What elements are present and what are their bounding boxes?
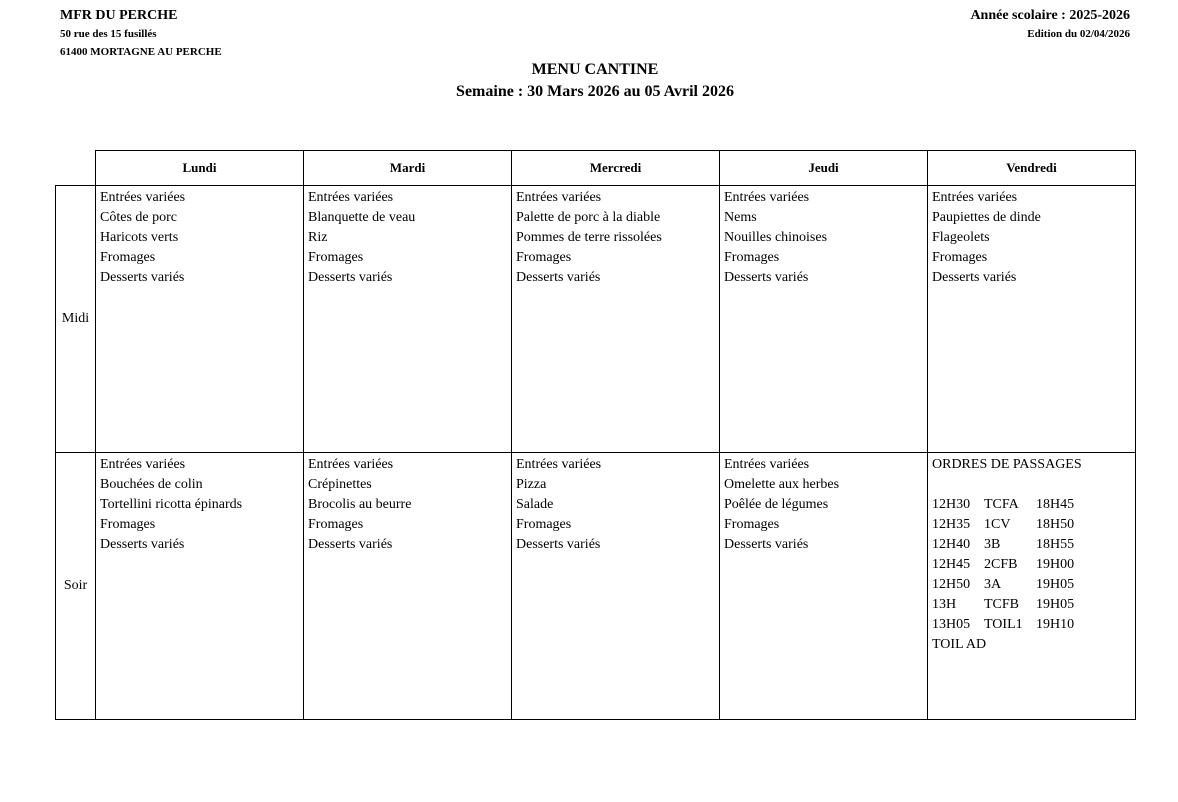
dish: Entrées variées: [100, 457, 186, 472]
day-header-mardi: Mardi: [304, 151, 512, 186]
dish: Desserts variés: [516, 537, 601, 552]
dish: Salade: [516, 497, 554, 512]
menu-cell-midi-mercredi: [512, 186, 720, 453]
menu-cell-soir-jeudi: [720, 453, 928, 720]
passage-order-cell: [928, 453, 1136, 720]
dish: Desserts variés: [100, 537, 185, 552]
passage-entry: [932, 635, 1131, 655]
passages-title: ORDRES DE PASSAGES: [932, 457, 1082, 472]
dish: Fromages: [724, 517, 780, 532]
passage-time-end: 19H00: [1036, 557, 1075, 572]
day-header-lundi: Lundi: [96, 151, 304, 186]
menu-cell-midi-mardi: [304, 186, 512, 453]
passage-time-end: 19H05: [1036, 597, 1075, 612]
menu-cell-soir-mercredi: [512, 453, 720, 720]
passage-entry: [932, 595, 1131, 615]
address-line-2: 61400 MORTAGNE AU PERCHE: [60, 46, 222, 58]
dish: Entrées variées: [100, 190, 186, 205]
dish: Desserts variés: [308, 270, 393, 285]
menu-cell-soir-mardi: [304, 453, 512, 720]
soir-row: [56, 453, 1136, 720]
dish: Haricots verts: [100, 230, 179, 245]
dish: Nems: [724, 210, 757, 225]
passage-time-end: 18H50: [1036, 517, 1075, 532]
dish: Fromages: [308, 250, 364, 265]
dish: Fromages: [516, 250, 572, 265]
day-header-jeudi: Jeudi: [720, 151, 928, 186]
edition-date: Edition du 02/04/2026: [1027, 28, 1130, 40]
row-label-midi: Midi: [56, 186, 96, 453]
title-block: [0, 60, 1178, 104]
dish: Flageolets: [932, 230, 990, 245]
dish: Desserts variés: [724, 537, 809, 552]
dish: Tortellini ricotta épinards: [100, 497, 243, 512]
page-title: MENU CANTINE: [531, 61, 659, 78]
passage-time-start: 12H50: [932, 577, 971, 592]
passage-class: TCFA: [984, 497, 1019, 512]
passage-time-start: 12H30: [932, 497, 971, 512]
dish: Fromages: [932, 250, 988, 265]
row-label-soir: Soir: [56, 453, 96, 720]
dish: Entrées variées: [516, 457, 602, 472]
dish: Fromages: [724, 250, 780, 265]
dish: Entrées variées: [308, 190, 394, 205]
dish: Palette de porc à la diable: [516, 210, 661, 225]
dish: Entrées variées: [724, 190, 810, 205]
menu-cell-midi-jeudi: [720, 186, 928, 453]
document-meta: [970, 7, 1130, 43]
dish: Paupiettes de dinde: [932, 210, 1041, 225]
dish: Pommes de terre rissolées: [516, 230, 662, 245]
dish: Bouchées de colin: [100, 477, 203, 492]
passage-class: TCFB: [984, 597, 1020, 612]
passage-time-end: 19H10: [1036, 617, 1075, 632]
passage-entry: [932, 575, 1131, 595]
school-name: MFR DU PERCHE: [60, 8, 178, 23]
day-header-vendredi: Vendredi: [928, 151, 1136, 186]
dish: Entrées variées: [308, 457, 394, 472]
dish: Desserts variés: [724, 270, 809, 285]
dish: Fromages: [516, 517, 572, 532]
dish: Entrées variées: [932, 190, 1018, 205]
dish: Blanquette de veau: [308, 210, 416, 225]
menu-cell-soir-lundi: [96, 453, 304, 720]
school-info: [60, 7, 222, 61]
passage-class: TOIL1: [984, 617, 1023, 632]
dish: Fromages: [100, 517, 156, 532]
passage-time-end: 18H55: [1036, 537, 1075, 552]
dish: Côtes de porc: [100, 210, 177, 225]
dish: Entrées variées: [516, 190, 602, 205]
day-header-row: [56, 151, 1136, 186]
day-header-mercredi: Mercredi: [512, 151, 720, 186]
passage-class: 3B: [984, 537, 1001, 552]
passage-time-end: 19H05: [1036, 577, 1075, 592]
midi-row: [56, 186, 1136, 453]
dish: Omelette aux herbes: [724, 477, 840, 492]
dish: Pizza: [516, 477, 547, 492]
dish: Desserts variés: [100, 270, 185, 285]
dish: Desserts variés: [308, 537, 393, 552]
week-range: Semaine : 30 Mars 2026 au 05 Avril 2026: [456, 83, 734, 100]
dish: Crépinettes: [308, 477, 372, 492]
dish: Poêlée de légumes: [724, 497, 829, 512]
dish: Desserts variés: [932, 270, 1017, 285]
passage-entry: [932, 615, 1131, 635]
passage-entry: [932, 515, 1131, 535]
menu-cell-midi-vendredi: [928, 186, 1136, 453]
passage-class: 3A: [984, 577, 1002, 592]
passage-time-start: 13H05: [932, 617, 971, 632]
passage-entry: [932, 535, 1131, 555]
menu-table: [55, 150, 1136, 720]
dish: Nouilles chinoises: [724, 230, 828, 245]
school-year: Année scolaire : 2025-2026: [970, 8, 1130, 23]
dish: Desserts variés: [516, 270, 601, 285]
passage-class: TOIL AD: [932, 637, 987, 652]
passage-class: 1CV: [984, 517, 1011, 532]
passage-entry: [932, 555, 1131, 575]
dish: Riz: [308, 230, 328, 245]
passage-time-start: 12H40: [932, 537, 971, 552]
passage-time-start: 13H: [932, 597, 957, 612]
passage-entry: [932, 495, 1131, 515]
passage-time-start: 12H45: [932, 557, 971, 572]
dish: Fromages: [100, 250, 156, 265]
dish: Entrées variées: [724, 457, 810, 472]
corner-cell: [56, 151, 96, 186]
menu-cell-midi-lundi: [96, 186, 304, 453]
dish: Brocolis au beurre: [308, 497, 412, 512]
passage-time-end: 18H45: [1036, 497, 1075, 512]
spacer: [932, 475, 1131, 495]
passage-class: 2CFB: [984, 557, 1018, 572]
address-line-1: 50 rue des 15 fusillés: [60, 28, 157, 40]
passage-time-start: 12H35: [932, 517, 971, 532]
dish: Fromages: [308, 517, 364, 532]
